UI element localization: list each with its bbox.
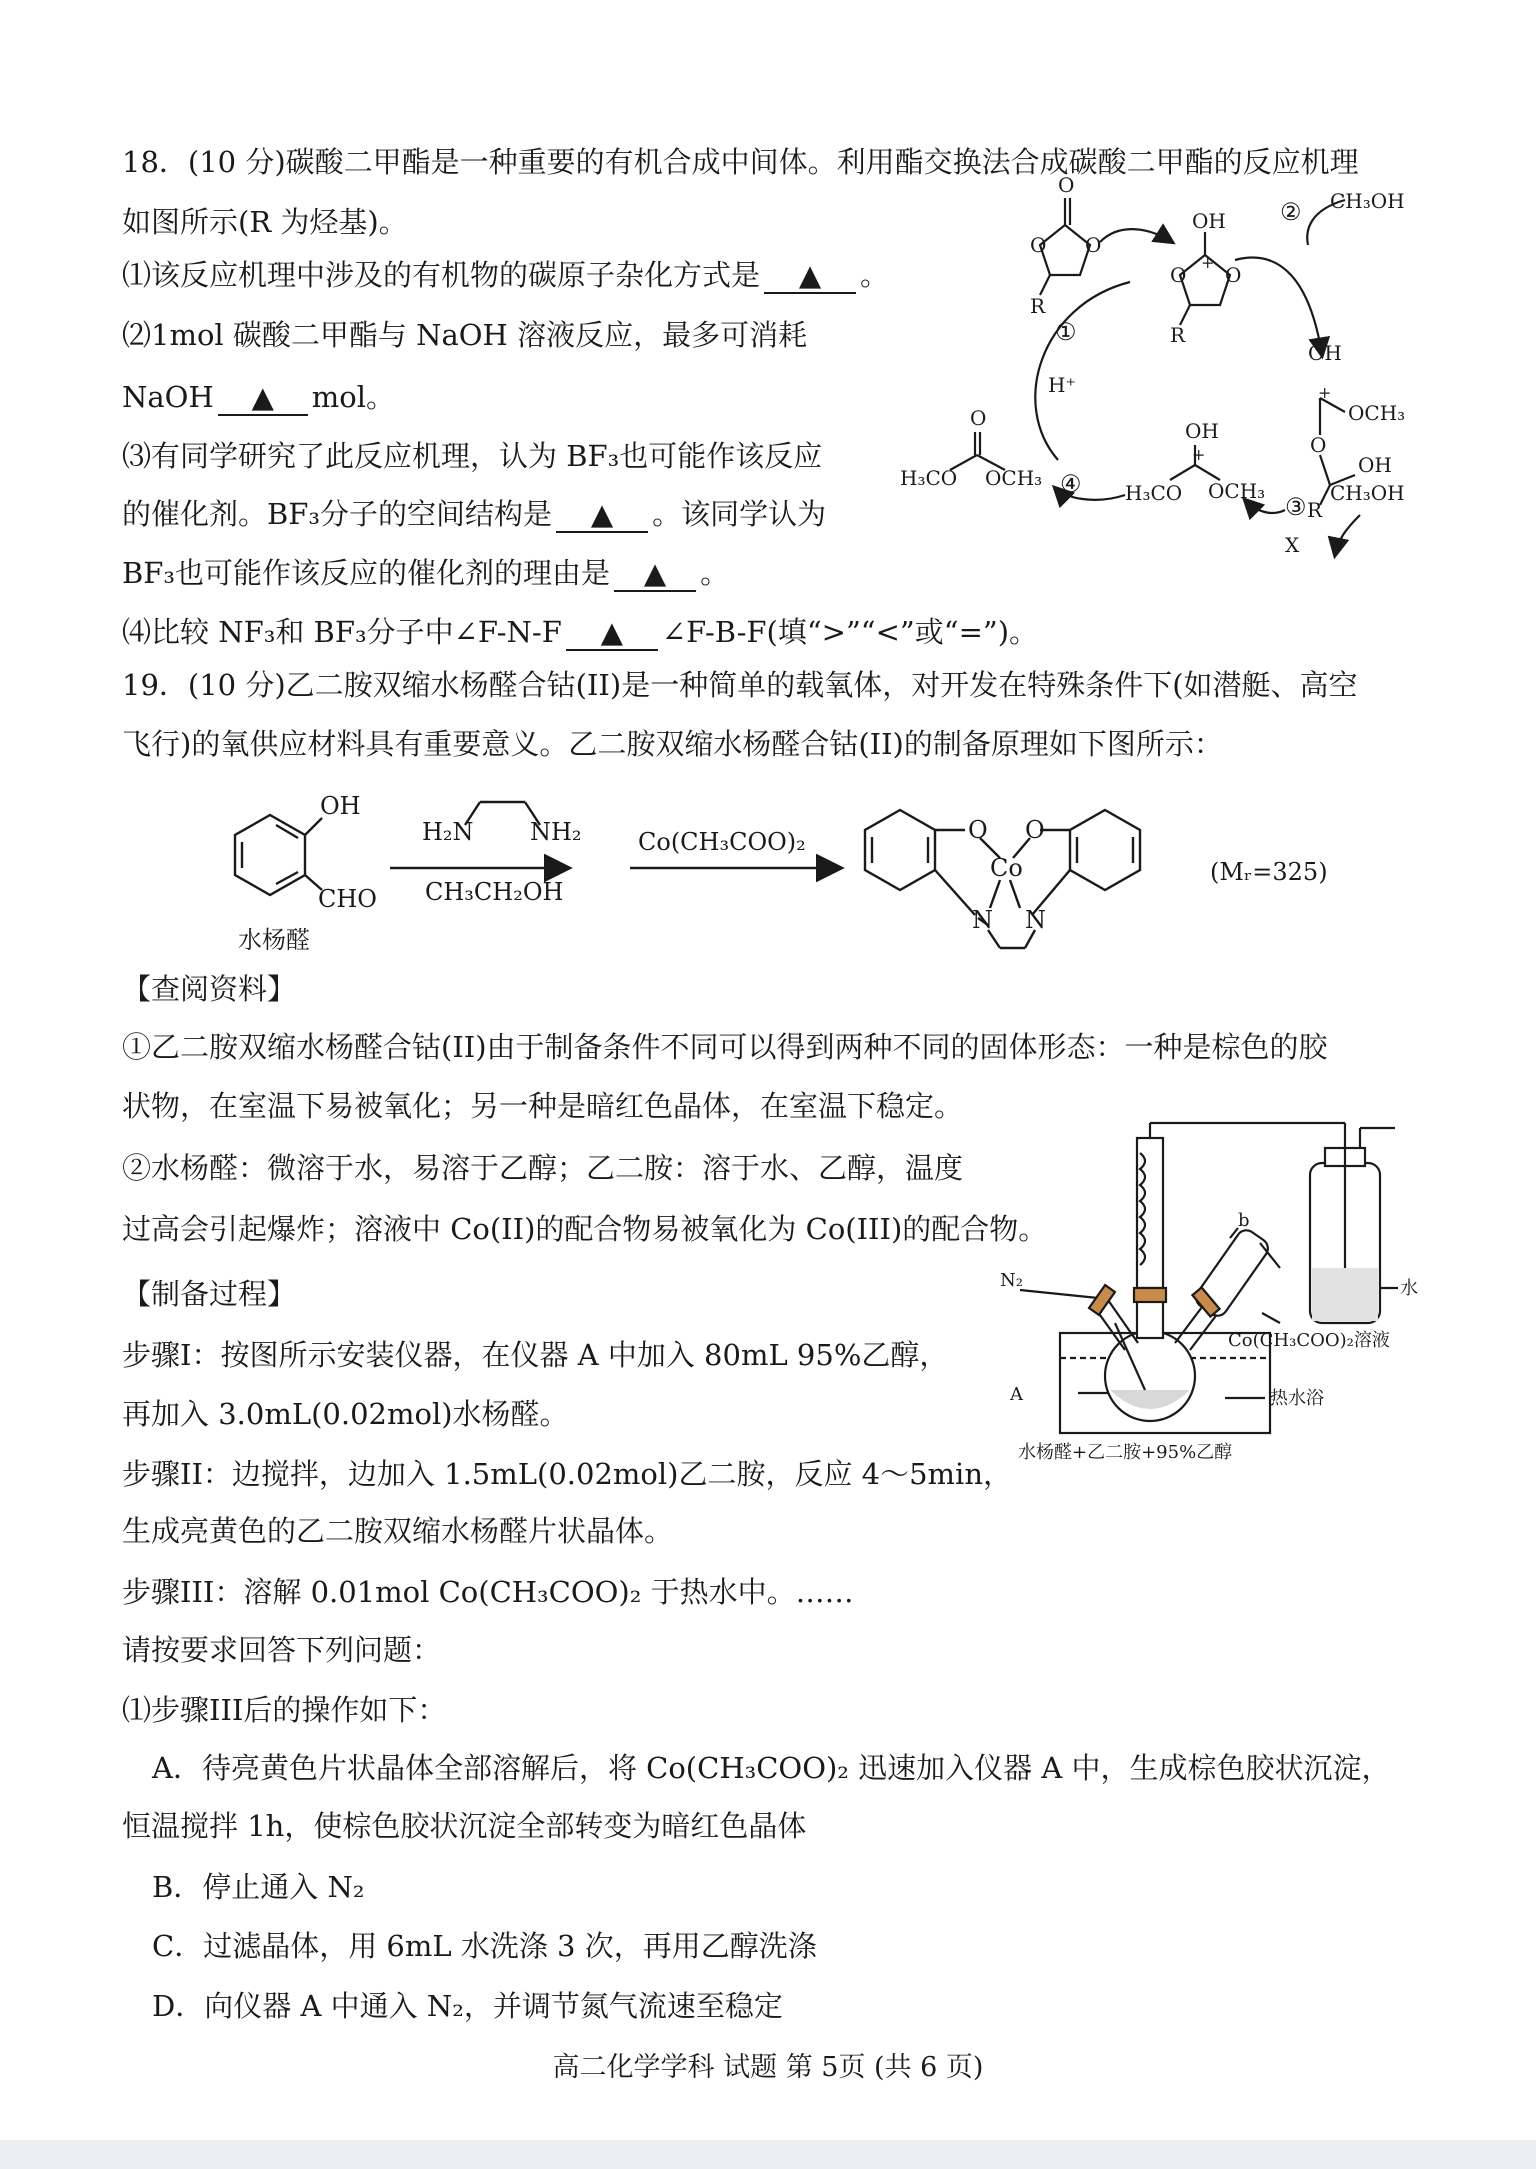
complex-o-left: O <box>968 816 988 844</box>
circle-1: ① <box>1055 318 1077 346</box>
q19-line-1: 19．(10 分)乙二胺双缩水杨醛合钴(II)是一种简单的载氧体，对开发在特殊条件下(如潜艇、高空 <box>122 668 1358 702</box>
och3-label-3: OCH₃ <box>985 466 1043 490</box>
circle-3: ③ <box>1285 493 1307 521</box>
plus-label-3: + <box>1192 445 1206 464</box>
q18-part-2-unit: mol。 <box>311 380 395 414</box>
q18-part-4-text-2: ∠F-B-F(填“>”“<”或“=”)。 <box>661 615 1039 649</box>
solvent-label: CH₃CH₂OH <box>425 878 564 906</box>
ch3oh-label-1: CH₃OH <box>1330 189 1405 213</box>
q18-part-1 <box>122 253 889 297</box>
oh-label-2: OH <box>1308 341 1342 365</box>
apparatus-svg <box>1000 1118 1420 1478</box>
q18-part-3-reason: BF₃也可能作该反应的催化剂的理由是 <box>122 556 611 590</box>
stopper-left <box>1089 1285 1115 1315</box>
complex-n-left: N <box>972 906 993 934</box>
ring-o-right: O <box>1085 233 1102 257</box>
reference-1-line-2: 状物，在室温下易被氧化；另一种是暗红色晶体，在室温下稳定。 <box>122 1089 964 1123</box>
funnel-b-label: b <box>1238 1210 1250 1231</box>
complex-left-ring <box>865 810 935 890</box>
step-3: 步骤III：溶解 0.01mol Co(CH₃COO)₂ 于热水中。…… <box>122 1575 854 1609</box>
answer-blank-3[interactable]: ▲ <box>556 497 648 533</box>
oh-label-3: OH <box>1358 453 1392 477</box>
r-label-1: R <box>1030 294 1046 318</box>
q18-part-3-end: 。 <box>700 556 730 590</box>
x-label: X <box>1285 533 1300 557</box>
q18-part-1-text: ⑴该反应机理中涉及的有机物的碳原子杂化方式是 <box>122 258 761 292</box>
flask-a-label: A <box>1010 1384 1023 1405</box>
reference-1-line-1: ①乙二胺双缩水杨醛合钴(II)由于制备条件不同可以得到两种不同的固体形态：一种是棕色的胶 <box>122 1030 1328 1064</box>
mechanism-svg <box>890 170 1420 565</box>
oh-label-4: OH <box>1185 419 1219 443</box>
oh-label-1: OH <box>1192 209 1226 233</box>
q18-part-3-text: 的催化剂。BF₃分子的空间结构是 <box>122 497 553 531</box>
q18-part-2-line-1: ⑵1mol 碳酸二甲酯与 NaOH 溶液反应，最多可消耗 <box>122 318 808 352</box>
q18-part-1-end: 。 <box>860 258 890 292</box>
page-footer: 高二化学学科 试题 第 5页 (共 6 页) <box>552 2052 984 2083</box>
arrow-x-out <box>1335 515 1360 555</box>
water-label: 水 <box>1400 1278 1418 1299</box>
complex-n-right: N <box>1025 906 1046 934</box>
synthesis-svg <box>210 780 1360 960</box>
mechanism-figure <box>890 170 1420 565</box>
cyclic-carbonate-ring <box>1040 225 1090 275</box>
q18-line-2: 如图所示(R 为烃基)。 <box>122 205 408 239</box>
circle-4: ④ <box>1060 470 1082 498</box>
stopper-center <box>1134 1288 1166 1302</box>
benzene-ring <box>235 815 305 895</box>
arrow-step-1 <box>1100 229 1172 242</box>
r-label-2: R <box>1170 323 1186 347</box>
plus-label-1: + <box>1201 253 1215 272</box>
reference-2-line-2: 过高会引起爆炸；溶液中 Co(II)的配合物易被氧化为 Co(III)的配合物。 <box>122 1212 1048 1246</box>
answer-blank-1[interactable]: ▲ <box>764 258 856 294</box>
mixture-label: 水杨醛+乙二胺+95%乙醇 <box>1018 1442 1233 1463</box>
q18-part-3-text-2: 。该同学认为 <box>652 497 827 531</box>
q18-part-3-line-2 <box>122 492 826 536</box>
answer-blank-2[interactable]: ▲ <box>218 380 308 416</box>
q18-part-3-line-3 <box>122 551 729 595</box>
molar-mass-label: (Mᵣ=325) <box>1210 858 1328 886</box>
q18-line-1: 18．(10 分)碳酸二甲酯是一种重要的有机合成中间体。利用酯交换法合成碳酸二甲酯的反应机理 <box>122 145 1359 179</box>
complex-o-right: O <box>1025 816 1045 844</box>
apparatus-figure <box>1000 1118 1420 1478</box>
ring2-o-right: O <box>1225 263 1242 287</box>
option-b: B．停止通入 N₂ <box>152 1870 365 1904</box>
arrow-cycle-left <box>1035 282 1130 460</box>
synthesis-scheme <box>210 780 1360 960</box>
co-center-label: Co <box>990 854 1023 882</box>
h-plus-label: H⁺ <box>1048 373 1076 397</box>
h3co-label-2: H₃CO <box>900 466 958 490</box>
plus-label-2: + <box>1318 383 1332 402</box>
och3-label-1: OCH₃ <box>1348 401 1406 425</box>
reagent-label: Co(CH₃COO)₂ <box>638 828 806 856</box>
q18-part-2-naoh: NaOH <box>122 380 214 414</box>
salicylaldehyde-name: 水杨醛 <box>238 926 310 954</box>
option-d: D．向仪器 A 中通入 N₂，并调节氮气流速至稳定 <box>152 1989 783 2023</box>
ring-o-left: O <box>1030 233 1047 257</box>
answer-blank-4[interactable]: ▲ <box>614 556 696 592</box>
hot-bath-label: 热水浴 <box>1270 1388 1324 1409</box>
complex-right-ring <box>1070 810 1140 890</box>
step-1-line-2: 再加入 3.0mL(0.02mol)水杨醛。 <box>122 1397 569 1431</box>
ring2-o-left: O <box>1170 263 1187 287</box>
option-a-line-2: 恒温搅拌 1h，使棕色胶状沉淀全部转变为暗红色晶体 <box>122 1809 807 1843</box>
option-a-line-1: A．待亮黄色片状晶体全部溶解后，将 Co(CH₃COO)₂ 迅速加入仪器 A 中，生成棕色胶状沉淀， <box>152 1751 1391 1785</box>
ch3oh-label-2: CH₃OH <box>1330 481 1405 505</box>
procedure-heading: 【制备过程】 <box>122 1277 297 1311</box>
ring3-o: O <box>1310 433 1327 457</box>
dmc-o-label: O <box>970 406 987 430</box>
step-2-line-2: 生成亮黄色的乙二胺双缩水杨醛片状晶体。 <box>122 1514 674 1548</box>
q19-line-2: 飞行)的氧供应材料具有重要意义。乙二胺双缩水杨醛合钴(II)的制备原理如下图所示： <box>122 727 1223 761</box>
cho-label: CHO <box>318 885 377 913</box>
q18-part-3-line-1: ⑶有同学研究了此反应机理，认为 BF₃也可能作该反应 <box>122 439 823 473</box>
q19-part-1: ⑴步骤III后的操作如下： <box>122 1693 447 1727</box>
h3co-label-1: H₃CO <box>1125 481 1183 505</box>
step-1-line-1: 步骤I：按图所示安装仪器，在仪器 A 中加入 80mL 95%乙醇， <box>122 1338 949 1372</box>
circle-2: ② <box>1280 198 1302 226</box>
n2-label: N₂ <box>1000 1270 1023 1291</box>
step-2-line-1: 步骤II：边搅拌，边加入 1.5mL(0.02mol)乙二胺，反应 4～5min， <box>122 1457 1013 1491</box>
reference-2-line-1: ②水杨醛：微溶于水，易溶于乙醇；乙二胺：溶于水、乙醇，温度 <box>122 1151 964 1185</box>
q18-part-4-text: ⑷比较 NF₃和 BF₃分子中∠F-N-F <box>122 615 562 649</box>
oh-label: OH <box>320 792 361 820</box>
co-solution-label: Co(CH₃COO)₂溶液 <box>1228 1330 1390 1351</box>
amine-left-label: H₂N <box>422 818 474 846</box>
reference-heading: 【查阅资料】 <box>122 972 297 1006</box>
q18-part-2-line-2 <box>122 375 395 419</box>
q18-part-4 <box>122 610 1038 654</box>
answer-blank-5[interactable]: ▲ <box>566 615 658 651</box>
answer-prompt: 请按要求回答下列问题： <box>122 1633 442 1667</box>
amine-right-label: NH₂ <box>530 818 582 846</box>
r-label-3: R <box>1307 498 1323 522</box>
carbonate-o-label: O <box>1058 173 1075 197</box>
page-bottom-strip <box>0 2140 1536 2169</box>
option-c: C．过滤晶体，用 6mL 水洗涤 3 次，再用乙醇洗涤 <box>152 1929 817 1963</box>
och3-label-2: OCH₃ <box>1208 479 1266 503</box>
